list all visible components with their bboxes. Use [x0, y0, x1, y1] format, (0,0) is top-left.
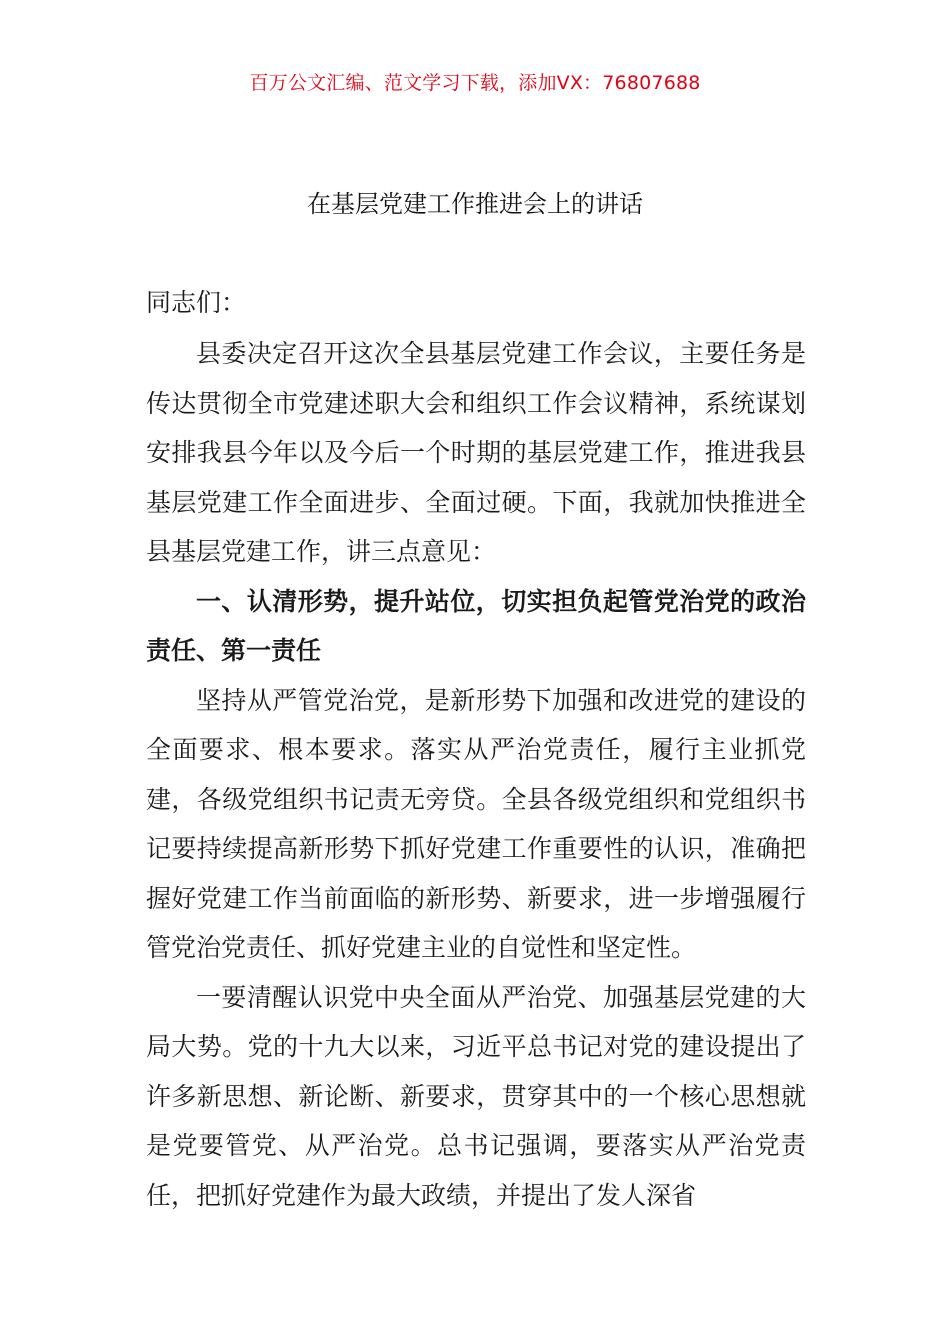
paragraph-body: 坚持从严管党治党，是新形势下加强和改进党的建设的全面要求、根本要求。落实从严治党责任，履行主业抓党建，各级党组织书记责无旁贷。全县各级党组织和党组织书记要持续提高新形势下抓好党建工作重要性的认识，准确把握好党建工作当前面临的新形势、新要求，进一步增强履行管党治党责任、抓好党建主业的自觉性和坚定性。 [146, 685, 806, 962]
paragraph-body: 一要清醒认识党中央全面从严治党、加强基层党建的大局大势。党的十九大以来，习近平总书记对党的建设提出了许多新思想、新论断、新要求，贯穿其中的一个核心思想就是党要管党、从严治党。总书记强调，要落实从严治党责任，把抓好党建作为最大政绩，并提出了发人深省 [146, 982, 806, 1210]
section-heading: 一、认清形势，提升站位，切实担负起管党治党的政治责任、第一责任 [146, 586, 806, 665]
paragraph-intro: 县委决定召开这次全县基层党建工作会议，主要任务是传达贯彻全市党建述职大会和组织工作会议精神，系统谋划安排我县今年以及今后一个时期的基层党建工作，推进我县基层党建工作全面进步、全面过硬。下面，我就加快推进全县基层党建工作，讲三点意见： [146, 339, 806, 566]
document-title: 在基层党建工作推进会上的讲话 [307, 190, 643, 218]
download-notice: 百万公文汇编、范文学习下载，添加VX：76807688 [249, 72, 701, 94]
salutation: 同志们： [146, 288, 247, 317]
document-body [146, 329, 806, 1220]
